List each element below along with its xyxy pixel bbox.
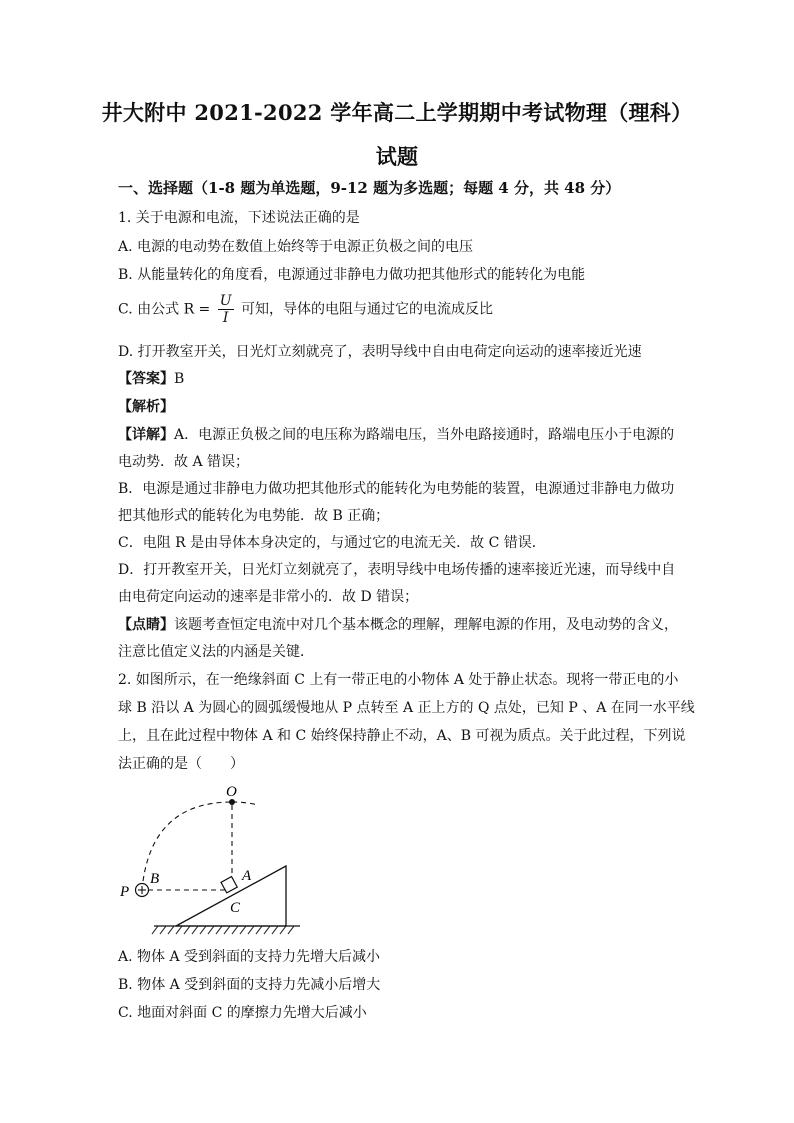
exam-title-line2: 试题 bbox=[375, 144, 419, 169]
label-p: P bbox=[120, 884, 130, 900]
answer-value: B bbox=[174, 371, 185, 387]
q2-stem-line3: 上，且在此过程中物体 A 和 C 始终保持静止不动，A、B 可视为质点。关于此过程，下列说 bbox=[118, 728, 686, 744]
q1-option-b: B. 从能量转化的角度看，电源通过非静电力做功把其他形式的能转化为电能 bbox=[118, 267, 586, 283]
q1-option-c bbox=[118, 293, 678, 326]
detail-d-line2: 由电荷定向运动的速率是非常小的．故 D 错误； bbox=[118, 589, 419, 605]
q2-stem-line4: 法正确的是（ ） bbox=[118, 756, 244, 772]
answer-label: 【答案】 bbox=[118, 371, 174, 387]
detail-b-line1: B．电源是通过非静电力做功把其他形式的能转化为电势能的装置，电源通过非静电力做功 bbox=[118, 481, 675, 497]
q1-stem: 1. 关于电源和电流，下述说法正确的是 bbox=[118, 210, 360, 226]
fraction-numerator: U bbox=[219, 293, 232, 309]
detail-b-line2: 把其他形式的能转化为电势能．故 B 正确； bbox=[118, 508, 390, 524]
arc-extension bbox=[232, 802, 258, 805]
q2-option-c: C. 地面对斜面 C 的摩擦力先增大后减小 bbox=[118, 1005, 367, 1021]
exam-title-line1: 井大附中 2021-2022 学年高二上学期期中考试物理（理科） bbox=[101, 100, 693, 125]
label-b: B bbox=[150, 871, 160, 887]
incline-figure bbox=[110, 780, 310, 940]
q2-stem-line2: 球 B 沿以 A 为圆心的圆弧缓慢地从 P 点转至 A 正上方的 Q 点处，已知 P 、A 在同一水平线 bbox=[118, 700, 695, 716]
detail-a-line2: 电动势．故 A 错误； bbox=[118, 454, 250, 470]
q2-option-b: B. 物体 A 受到斜面的支持力先减小后增大 bbox=[118, 977, 381, 993]
label-c: C bbox=[230, 900, 241, 916]
detail-d-line1: D．打开教室开关，日光灯立刻就亮了，表明导线中电场传播的速率接近光速，而导线中自 bbox=[118, 562, 676, 578]
comment-line2: 注意比值定义法的内涵是关键． bbox=[118, 644, 314, 660]
q2-option-a: A. 物体 A 受到斜面的支持力先增大后减小 bbox=[118, 949, 381, 965]
analysis-label: 【解析】 bbox=[118, 399, 174, 415]
comment-text: 该题考查恒定电流中对几个基本概念的理解，理解电源的作用，及电动势的含义， bbox=[174, 617, 678, 633]
q1-option-d: D. 打开教室开关，日光灯立刻就亮了，表明导线中自由电荷定向运动的速率接近光速 bbox=[118, 344, 642, 360]
detail-a-text: A．电源正负极之间的电压称为路端电压，当外电路接通时，路端电压小于电源的 bbox=[174, 427, 675, 443]
comment-label: 【点睛】 bbox=[118, 617, 174, 633]
fraction-denominator: I bbox=[222, 310, 229, 326]
q1-answer bbox=[118, 369, 678, 389]
detail-a-line1 bbox=[118, 425, 678, 445]
incline-c bbox=[176, 866, 286, 926]
formula-fraction bbox=[218, 293, 234, 326]
detail-label: 【详解】 bbox=[118, 427, 174, 443]
q1-option-c-suffix: 可知，导体的电阻与通过它的电流成反比 bbox=[241, 301, 494, 318]
q1-option-a: A. 电源的电动势在数值上始终等于电源正负极之间的电压 bbox=[118, 239, 474, 255]
ground-hatching bbox=[152, 926, 294, 934]
comment-line1 bbox=[118, 615, 678, 635]
q1-option-c-prefix: C. 由公式 R = bbox=[118, 301, 211, 318]
detail-c: C．电阻 R 是由导体本身决定的，与通过它的电流无关．故 C 错误． bbox=[118, 535, 546, 551]
label-a: A bbox=[242, 868, 252, 884]
q2-stem-line1: 2. 如图所示，在一绝缘斜面 C 上有一带正电的小物体 A 处于静止状态。现将一带正电的小 bbox=[118, 672, 679, 688]
section-heading: 一、选择题（1-8 题为单选题，9-12 题为多选题；每题 4 分，共 48 分） bbox=[118, 179, 621, 197]
label-o: O bbox=[226, 784, 237, 800]
